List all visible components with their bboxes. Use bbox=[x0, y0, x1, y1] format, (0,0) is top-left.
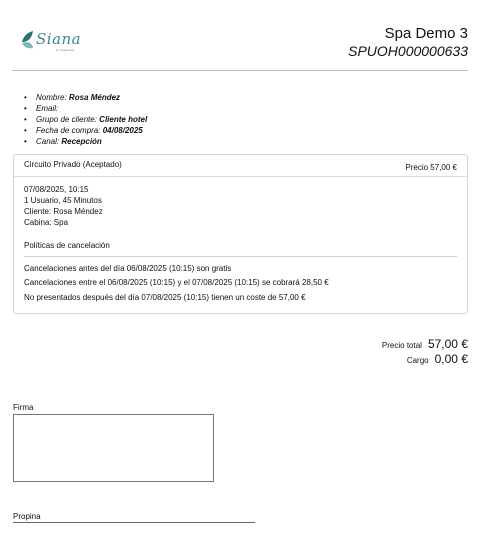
cancellation-policy-title: Políticas de cancelación bbox=[24, 241, 110, 250]
service-name: Circuito Privado (Aceptado) bbox=[24, 160, 122, 169]
service-cabin: Cabina: Spa bbox=[24, 218, 69, 227]
channel-item bbox=[24, 136, 147, 147]
customer-info-list bbox=[24, 92, 147, 147]
logo-wordmark: Siana bbox=[36, 30, 82, 48]
header-divider bbox=[12, 70, 468, 71]
service-users-duration: 1 Usuario, 45 Minutos bbox=[24, 196, 102, 205]
field-label: Email: bbox=[36, 104, 59, 113]
field-label: Canal: bbox=[36, 137, 60, 146]
field-label: Grupo de cliente: bbox=[36, 115, 97, 124]
customer-name: Rosa Méndez bbox=[68, 93, 121, 102]
customer-email-item bbox=[24, 103, 147, 114]
charge-row bbox=[407, 352, 468, 366]
service-price bbox=[405, 163, 457, 172]
policy-line: Cancelaciones entre el 06/08/2025 (10:15) y el 07/08/2025 (10:15) se cobrará 28,50 € bbox=[24, 278, 329, 287]
signature-label: Firma bbox=[13, 403, 34, 412]
logo-tagline: by Spabooker bbox=[56, 48, 75, 52]
customer-name-item bbox=[24, 92, 147, 103]
tip-label: Propina bbox=[13, 512, 41, 521]
policy-divider bbox=[24, 256, 457, 257]
customer-group-item bbox=[24, 114, 147, 125]
purchase-date-item bbox=[24, 125, 147, 136]
price-label: Precio bbox=[405, 163, 429, 172]
customer-group: Cliente hotel bbox=[99, 115, 148, 124]
policy-line: Cancelaciones antes del día 06/08/2025 (10:15) son gratis bbox=[24, 264, 232, 273]
signature-box[interactable] bbox=[13, 414, 214, 482]
service-card bbox=[13, 154, 468, 314]
purchase-date: 04/08/2025 bbox=[102, 126, 143, 135]
service-datetime: 07/08/2025, 10:15 bbox=[24, 185, 89, 194]
total-label: Precio total bbox=[381, 341, 422, 350]
field-label: Nombre: bbox=[36, 93, 67, 102]
tip-line[interactable] bbox=[13, 522, 255, 523]
card-divider bbox=[14, 176, 467, 177]
booking-code: SPUOH000000633 bbox=[348, 43, 468, 59]
field-label: Fecha de compra: bbox=[36, 126, 101, 135]
service-client: Cliente: Rosa Méndez bbox=[24, 207, 103, 216]
total-value: 57,00 € bbox=[427, 337, 468, 351]
price-value: 57,00 € bbox=[430, 163, 457, 172]
policy-line: No presentados después del día 07/08/2025 (10:15) tienen un coste de 57,00 € bbox=[24, 293, 306, 302]
spa-name: Spa Demo 3 bbox=[384, 25, 468, 42]
charge-label: Cargo bbox=[406, 356, 429, 365]
sales-channel: Recepción bbox=[61, 137, 102, 146]
total-price-row bbox=[382, 337, 468, 351]
charge-value: 0,00 € bbox=[434, 352, 468, 366]
